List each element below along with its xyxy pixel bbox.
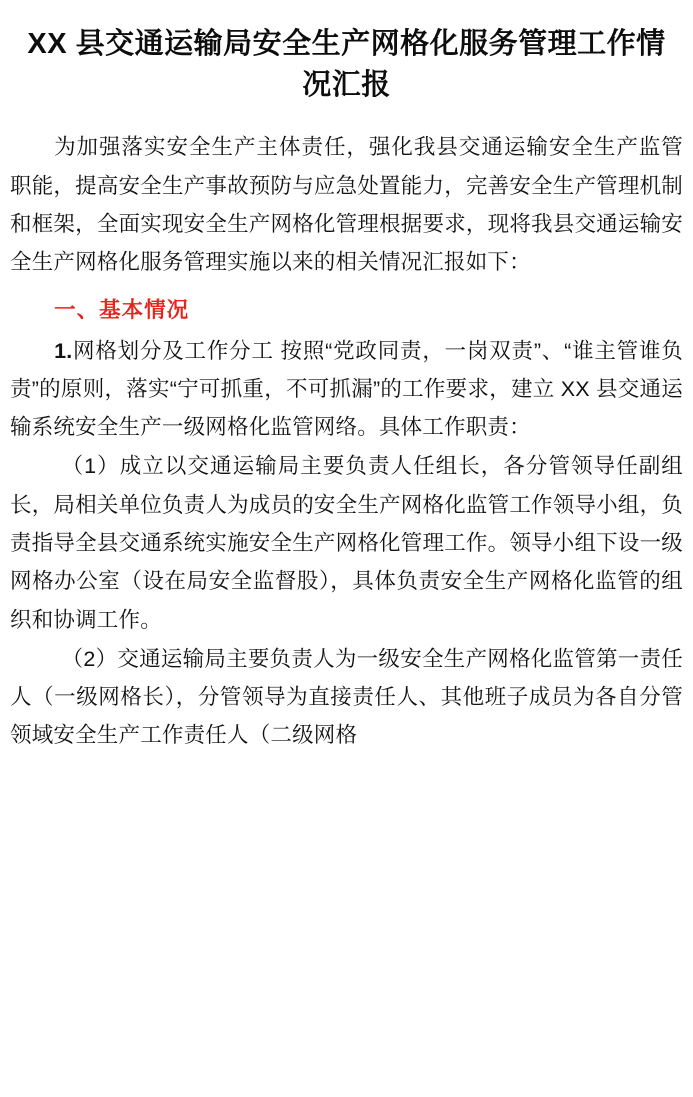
item-1-text: 网格划分及工作分工 按照“党政同责，一岗双责”、“谁主管谁负责”的原则，落实“宁可抓重，不可抓漏”的工作要求，建立 XX 县交通运输系统安全生产一级网格化监管网络。具体工作职责： <box>10 338 683 440</box>
section-heading-basic-situation: 一、基本情况 <box>54 298 190 323</box>
page-title: XX 县交通运输局安全生产网格化服务管理工作情况汇报 <box>27 28 666 102</box>
paragraph-intro: 为加强落实安全生产主体责任，强化我县交通运输安全生产监管职能，提高安全生产事故预防与应急处置能力，完善安全生产管理机制和框架，全面实现安全生产网格化管理根据要求，现将我县交通运输安全生产网格化服务管理实施以来的相关情况汇报如下： <box>10 135 683 275</box>
paragraph-item-1 <box>10 332 683 447</box>
paragraph-item-1-2: （2）交通运输局主要负责人为一级安全生产网格化监管第一责任人（一级网格长），分管领导为直接责任人、其他班子成员为各自分管领域安全生产工作责任人（二级网格 <box>10 646 683 748</box>
paragraph-item-1-1: （1）成立以交通运输局主要负责人任组长，各分管领导任副组长，局相关单位负责人为成员的安全生产网格化监管工作领导小组，负责指导全县交通系统实施安全生产网格化管理工作。领导小组下设一级网格办公室（设在局安全监督股），具体负责安全生产网格化监管的组织和协调工作。 <box>10 454 683 632</box>
document-body <box>10 128 683 754</box>
item-1-number: 1. <box>54 338 73 363</box>
